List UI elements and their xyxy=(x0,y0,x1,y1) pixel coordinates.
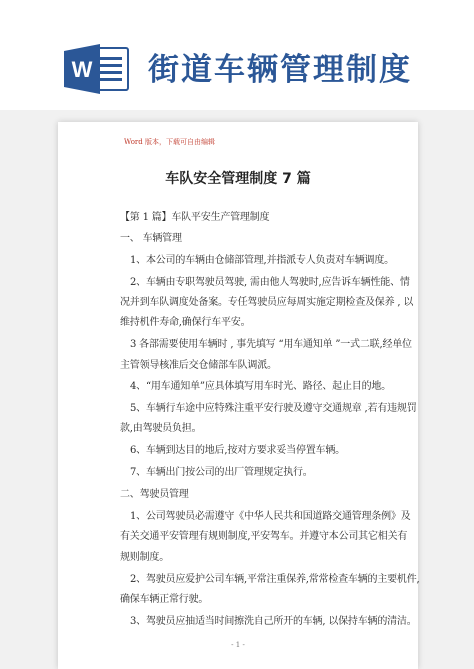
body-line: 4、“用车通知单”应具体填写用车时光、路径、起止目的地。 xyxy=(130,381,391,392)
body-line: 3、驾驶员应抽适当时间擦洗自己所开的车辆, 以保持车辆的清洁。 xyxy=(130,616,417,627)
word-app-icon xyxy=(64,44,130,94)
body-line: 有关交通平安管理有规则制度,平安驾车。并遵守本公司其它相关有 xyxy=(120,531,408,542)
header-banner xyxy=(0,0,474,110)
body-line: 规则制度。 xyxy=(120,552,169,563)
body-line: 确保车辆正常行驶。 xyxy=(120,594,209,605)
body-line: 1、本公司的车辆由仓储部管理,并指派专人负责对车辆调度。 xyxy=(130,255,394,266)
body-line: 2、驾驶员应爱护公司车辆,平常注重保养,常常检查车辆的主要机件, xyxy=(130,574,420,585)
body-line: 一、 车辆管理 xyxy=(120,233,182,244)
body-line: 3 各部需要使用车辆时 , 事先填写 “用车通知单 ”一式二联,经单位 xyxy=(130,339,412,350)
word-logo-letter: W xyxy=(71,57,93,82)
body-line: 况并到车队调度处备案。专任驾驶员应每周实施定期检查及保养 , 以 xyxy=(120,297,414,308)
body-line: 款,由驾驶员负担。 xyxy=(120,423,202,434)
body-line: 1、公司驾驶员必需遵守《中华人民共和国道路交通管理条例》及 xyxy=(130,511,411,522)
body-line: 【第 1 篇】车队平安生产管理制度 xyxy=(120,212,270,223)
edit-notice: Word 版本，下载可自由编辑 xyxy=(124,138,215,146)
body-line: 二、驾驶员管理 xyxy=(120,489,189,500)
body-line: 维持机件寿命,确保行车平安。 xyxy=(120,317,251,328)
page-number: - 1 - xyxy=(231,641,245,649)
document-title: 车队安全管理制度 7 篇 xyxy=(165,171,311,187)
body-line: 7、车辆出门按公司的出厂管理规定执行。 xyxy=(130,467,313,478)
banner-title: 街道车辆管理制度 xyxy=(148,52,412,88)
body-line: 主管领导核准后交仓储部车队调派。 xyxy=(120,360,277,371)
body-line: 6、车辆到达目的地后,按对方要求妥当停置车辆。 xyxy=(130,445,345,456)
document-page xyxy=(58,122,418,669)
body-line: 2、车辆由专职驾驶员驾驶, 需由他人驾驶时,应告诉车辆性能、情 xyxy=(130,277,410,288)
document-body xyxy=(58,122,418,662)
body-line: 5、车辆行车途中应特殊注重平安行驶及遵守交通规章 ,若有违规罚 xyxy=(130,403,417,414)
